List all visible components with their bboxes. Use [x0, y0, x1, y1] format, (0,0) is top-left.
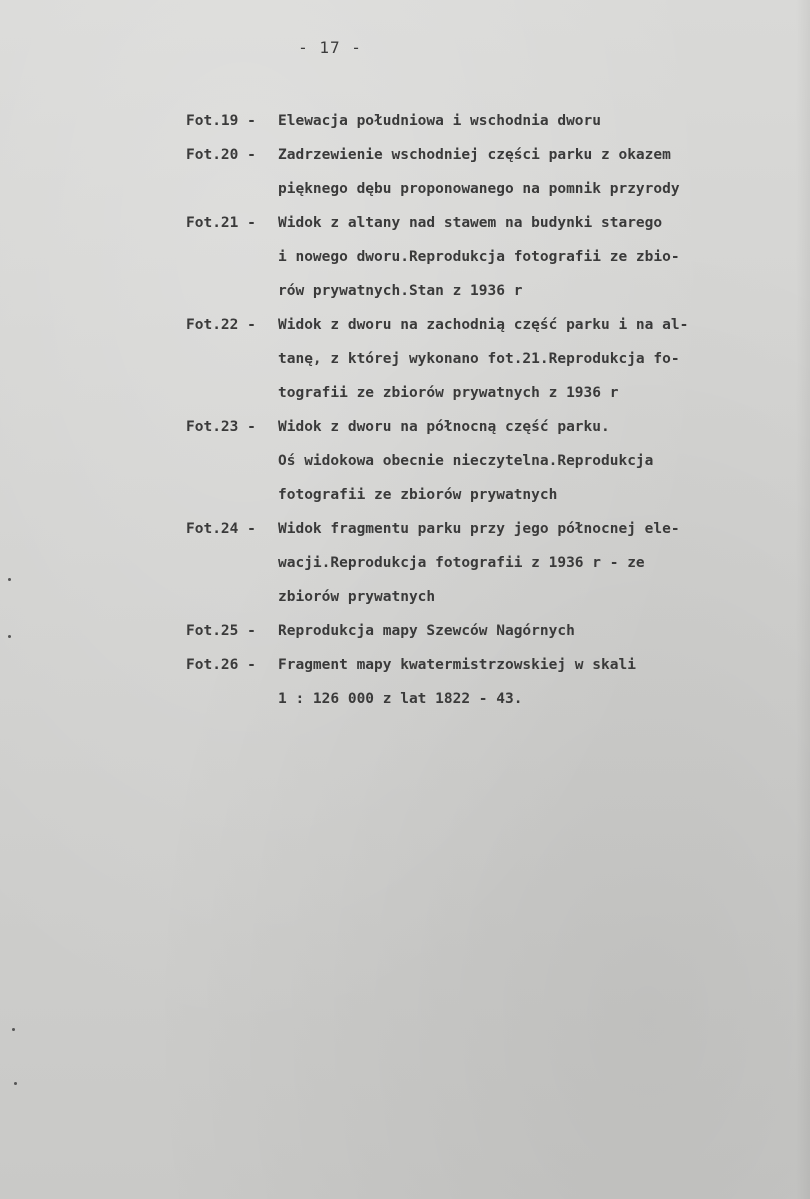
caption-entry — [186, 648, 786, 716]
caption-text — [278, 614, 786, 648]
paper-speck — [8, 578, 11, 581]
page-edge-shadow — [796, 0, 810, 1199]
paper-speck — [8, 635, 11, 638]
caption-line: tografii ze zbiorów prywatnych z 1936 r — [278, 385, 619, 401]
caption-line: Widok z dworu na zachodnią część parku i na al- — [278, 317, 689, 333]
caption-label: Fot.19 - — [186, 113, 256, 129]
caption-text — [278, 104, 786, 138]
caption-line: 1 : 126 000 z lat 1822 - 43. — [278, 691, 523, 707]
caption-line: rów prywatnych.Stan z 1936 r — [278, 283, 523, 299]
caption-entry — [186, 138, 786, 206]
caption-text — [278, 138, 786, 206]
caption-entry — [186, 512, 786, 614]
paper-speck — [12, 1028, 15, 1031]
caption-line: pięknego dębu proponowanego na pomnik przyrody — [278, 181, 680, 197]
caption-entry — [186, 614, 786, 648]
caption-entry — [186, 308, 786, 410]
caption-line: Widok z dworu na północną część parku. — [278, 419, 610, 435]
caption-line: i nowego dworu.Reprodukcja fotografii ze zbio- — [278, 249, 680, 265]
caption-entry — [186, 410, 786, 512]
caption-line: wacji.Reprodukcja fotografii z 1936 r - ze — [278, 555, 645, 571]
photo-caption-list — [186, 104, 786, 716]
caption-line: Elewacja południowa i wschodnia dworu — [278, 113, 602, 129]
caption-text — [278, 308, 786, 410]
caption-entry — [186, 104, 786, 138]
caption-label: Fot.25 - — [186, 623, 256, 639]
caption-label: Fot.24 - — [186, 521, 256, 537]
caption-line: zbiorów prywatnych — [278, 589, 436, 605]
caption-line: Widok z altany nad stawem na budynki starego — [278, 215, 663, 231]
caption-text — [278, 206, 786, 308]
paper-speck — [14, 1082, 17, 1085]
page-number: - 17 - — [298, 38, 362, 57]
caption-line: Widok fragmentu parku przy jego północnej ele- — [278, 521, 680, 537]
caption-label: Fot.22 - — [186, 317, 256, 333]
caption-line: Zadrzewienie wschodniej części parku z okazem — [278, 147, 671, 163]
caption-entry — [186, 206, 786, 308]
caption-label: Fot.23 - — [186, 419, 256, 435]
caption-line: fotografii ze zbiorów prywatnych — [278, 487, 558, 503]
caption-text — [278, 512, 786, 614]
caption-line: Reprodukcja mapy Szewców Nagórnych — [278, 623, 575, 639]
caption-line: tanę, z której wykonano fot.21.Reprodukcja fo- — [278, 351, 680, 367]
caption-line: Oś widokowa obecnie nieczytelna.Reprodukcja — [278, 453, 654, 469]
caption-label: Fot.21 - — [186, 215, 256, 231]
caption-text — [278, 410, 786, 512]
caption-text — [278, 648, 786, 716]
caption-line: Fragment mapy kwatermistrzowskiej w skali — [278, 657, 636, 673]
caption-label: Fot.20 - — [186, 147, 256, 163]
caption-label: Fot.26 - — [186, 657, 256, 673]
